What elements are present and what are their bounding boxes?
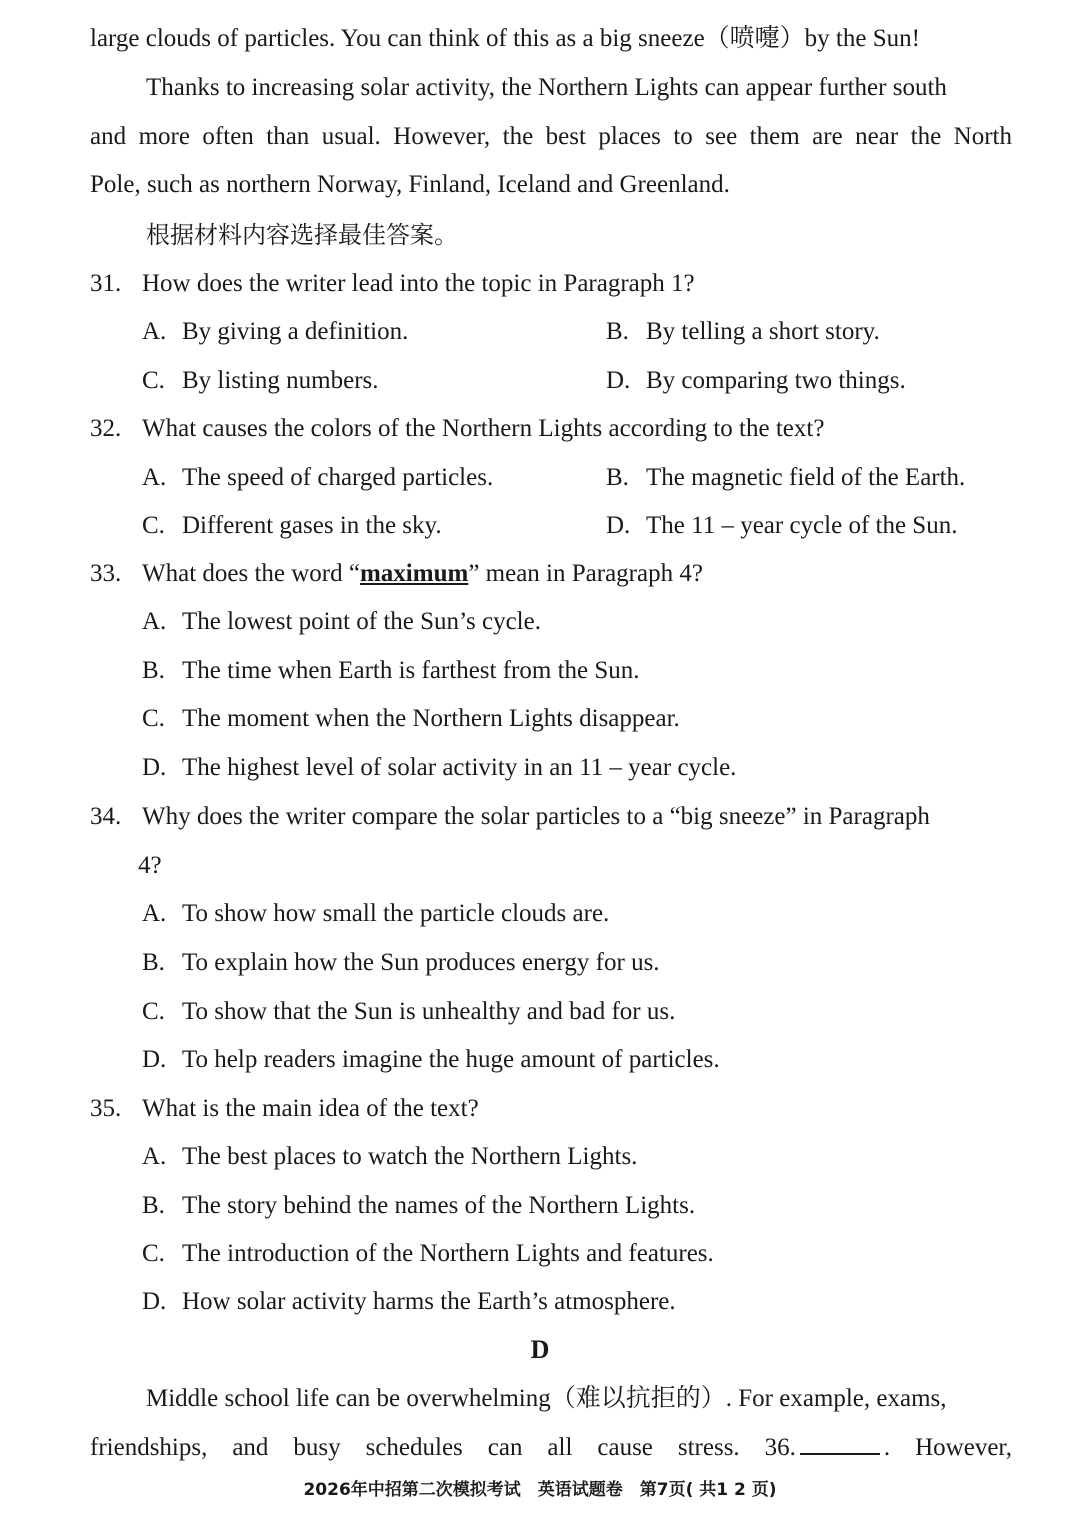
option-text: The highest level of solar activity in an 11 – year cycle. <box>182 754 737 781</box>
option-32-a[interactable] <box>142 461 493 495</box>
option-letter: D. <box>142 1288 167 1315</box>
option-letter: A. <box>142 318 167 345</box>
question-text: What is the main idea of the text? <box>142 1095 479 1122</box>
option-34-c[interactable] <box>142 995 675 1029</box>
keyword-maximum: maximum <box>359 560 469 587</box>
question-32 <box>90 412 824 446</box>
option-letter: A. <box>142 900 167 927</box>
question-text: ” mean in Paragraph 4? <box>468 560 703 587</box>
question-34-continued: 4? <box>138 852 162 879</box>
option-letter: C. <box>142 705 165 732</box>
option-letter: C. <box>142 367 165 394</box>
option-letter: B. <box>606 464 629 491</box>
option-32-b[interactable] <box>606 461 965 495</box>
option-letter: B. <box>142 657 165 684</box>
option-letter: B. <box>142 949 165 976</box>
option-34-a[interactable] <box>142 897 609 931</box>
question-text: How does the writer lead into the topic in Paragraph 1? <box>142 270 695 297</box>
option-31-a[interactable] <box>142 315 408 349</box>
question-number: 32. <box>90 415 122 442</box>
question-number: 35. <box>90 1095 122 1122</box>
option-32-d[interactable] <box>606 509 957 543</box>
option-text: The lowest point of the Sun’s cycle. <box>182 608 541 635</box>
option-text: The introduction of the Northern Lights and features. <box>182 1240 714 1267</box>
option-letter: A. <box>142 464 167 491</box>
option-letter: C. <box>142 512 165 539</box>
option-34-d[interactable] <box>142 1043 720 1077</box>
option-33-d[interactable] <box>142 751 736 785</box>
passage-line: Thanks to increasing solar activity, the Northern Lights can appear further south <box>146 74 947 101</box>
question-34 <box>90 800 930 834</box>
passage-line: large clouds of particles. You can think of this as a big sneeze（喷嚏）by the Sun! <box>90 25 920 52</box>
option-text: The best places to watch the Northern Lights. <box>182 1143 638 1170</box>
option-35-b[interactable] <box>142 1189 695 1223</box>
option-letter: B. <box>606 318 629 345</box>
instruction-text: 根据材料内容选择最佳答案。 <box>146 221 458 249</box>
option-35-a[interactable] <box>142 1140 637 1174</box>
question-number: 33. <box>90 560 122 587</box>
answer-blank-36[interactable] <box>800 1435 880 1455</box>
question-text: What causes the colors of the Northern Lights according to the text? <box>142 415 825 442</box>
option-34-b[interactable] <box>142 946 660 980</box>
option-text: Different gases in the sky. <box>182 512 442 539</box>
passage-text: . However, <box>883 1434 1013 1461</box>
passage-line-with-blank <box>90 1431 1012 1465</box>
option-letter: B. <box>142 1192 165 1219</box>
option-31-b[interactable] <box>606 315 880 349</box>
option-33-c[interactable] <box>142 702 680 736</box>
option-text: To explain how the Sun produces energy for us. <box>182 949 660 976</box>
option-text: The time when Earth is farthest from the Sun. <box>182 657 640 684</box>
option-letter: D. <box>606 367 631 394</box>
option-text: By comparing two things. <box>646 367 906 394</box>
option-33-b[interactable] <box>142 654 640 688</box>
option-35-d[interactable] <box>142 1285 676 1319</box>
question-number: 34. <box>90 803 122 830</box>
question-35 <box>90 1092 479 1126</box>
question-text: Why does the writer compare the solar particles to a “big sneeze” in Paragraph <box>142 803 930 830</box>
passage-line: Middle school life can be overwhelming（难以抗拒的）. For example, exams, <box>146 1385 947 1412</box>
option-text: The magnetic field of the Earth. <box>646 464 966 491</box>
option-text: The 11 – year cycle of the Sun. <box>646 512 958 539</box>
question-33 <box>90 557 703 591</box>
question-31 <box>90 267 695 301</box>
page-footer: 2026年中招第二次模拟考试 英语试题卷 第7页( 共1 2 页) <box>303 1480 777 1500</box>
option-letter: A. <box>142 1143 167 1170</box>
question-number: 31. <box>90 270 122 297</box>
option-text: To show how small the particle clouds are. <box>182 900 610 927</box>
option-31-d[interactable] <box>606 364 906 398</box>
option-text: By telling a short story. <box>646 318 880 345</box>
passage-line: Pole, such as northern Norway, Finland, Iceland and Greenland. <box>90 171 730 198</box>
passage-line: and more often than usual. However, the best places to see them are near the North <box>90 123 1012 150</box>
option-letter: D. <box>142 754 167 781</box>
option-33-a[interactable] <box>142 605 541 639</box>
question-text: What does the word “ <box>142 560 360 587</box>
option-text: To help readers imagine the huge amount of particles. <box>182 1046 720 1073</box>
option-text: The moment when the Northern Lights disappear. <box>182 705 680 732</box>
option-letter: A. <box>142 608 167 635</box>
option-32-c[interactable] <box>142 509 442 543</box>
option-text: The story behind the names of the Northern Lights. <box>182 1192 696 1219</box>
option-text: By listing numbers. <box>182 367 379 394</box>
option-letter: D. <box>606 512 631 539</box>
option-text: How solar activity harms the Earth’s atmosphere. <box>182 1288 676 1315</box>
option-text: By giving a definition. <box>182 318 409 345</box>
passage-text: friendships, and busy schedules can all cause stress. 36. <box>90 1434 796 1461</box>
section-heading: D <box>530 1335 550 1364</box>
option-letter: C. <box>142 998 165 1025</box>
option-letter: C. <box>142 1240 165 1267</box>
option-text: To show that the Sun is unhealthy and bad for us. <box>182 998 676 1025</box>
option-text: The speed of charged particles. <box>182 464 494 491</box>
option-31-c[interactable] <box>142 364 379 398</box>
option-letter: D. <box>142 1046 167 1073</box>
option-35-c[interactable] <box>142 1237 714 1271</box>
